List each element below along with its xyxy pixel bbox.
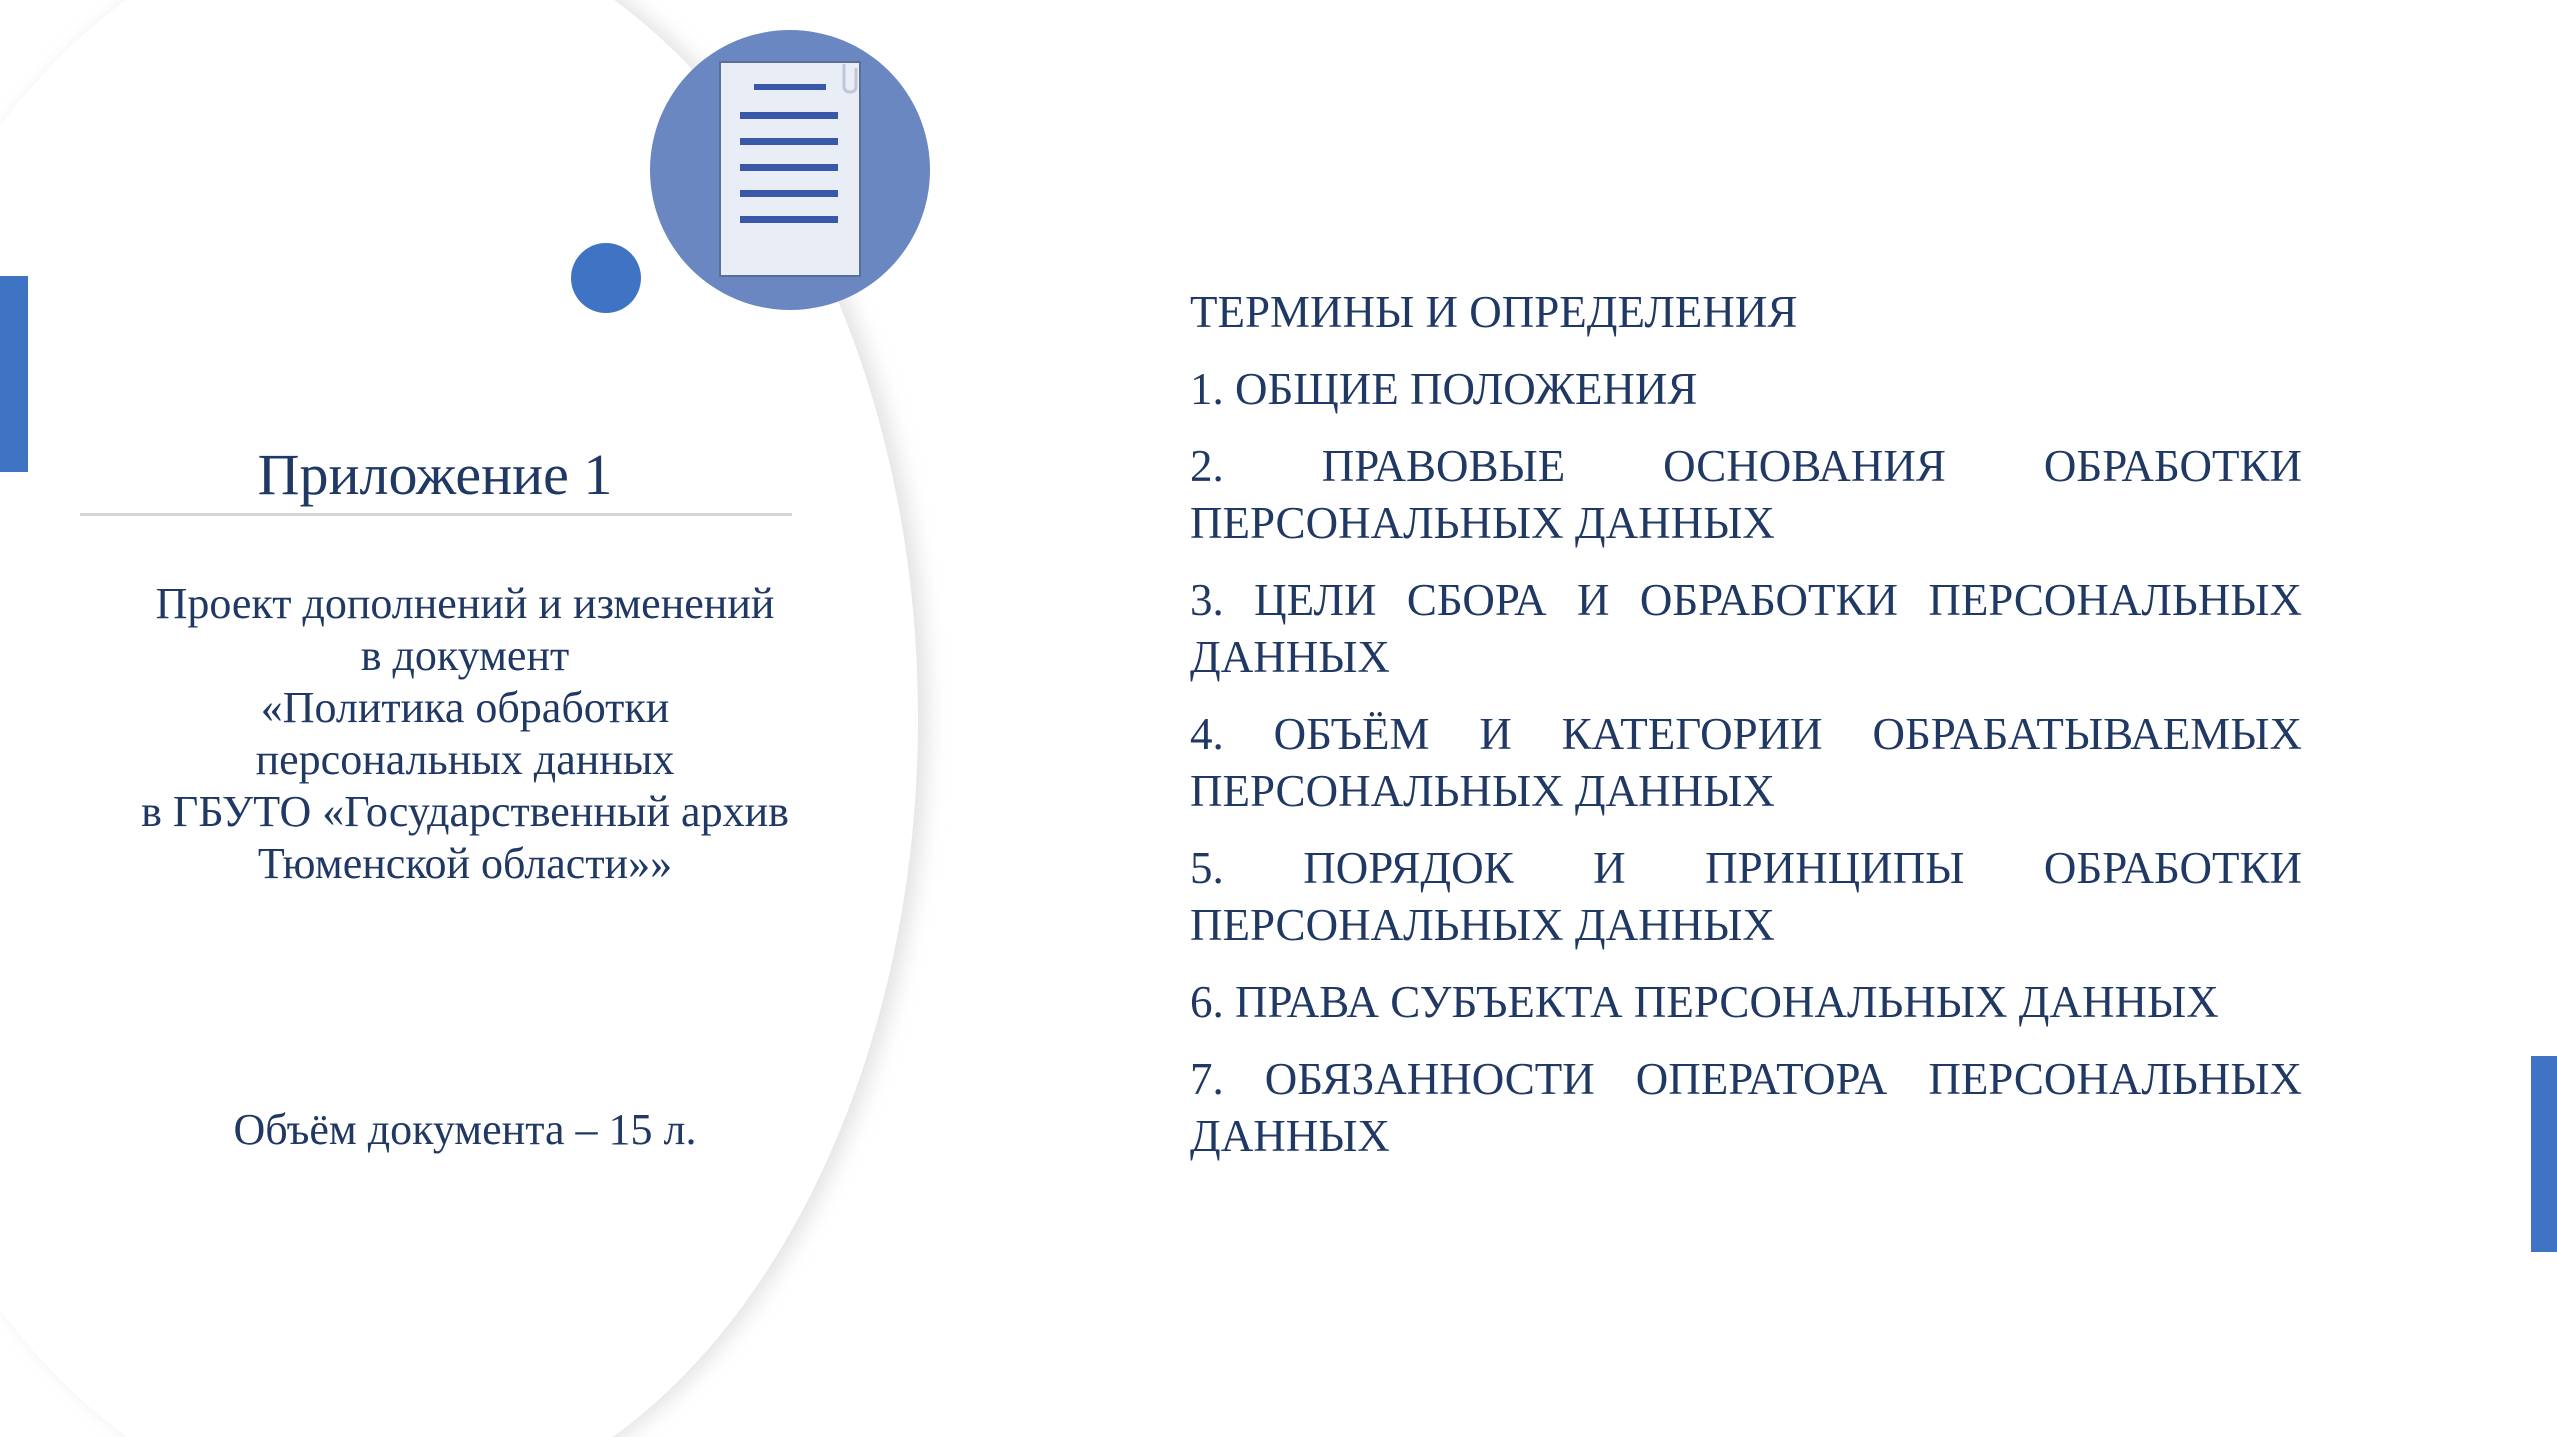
toc-item: 1. ОБЩИЕ ПОЛОЖЕНИЯ	[1190, 364, 1698, 414]
document-description	[70, 578, 860, 890]
description-line: Проект дополнений и изменений	[155, 579, 775, 628]
accent-bar-left	[0, 276, 28, 472]
description-line: персональных данных	[255, 735, 675, 784]
toc-item: 7. ОБЯЗАННОСТИ ОПЕРАТОРА ПЕРСОНАЛЬНЫХ ДАННЫХ	[1190, 1054, 2302, 1161]
toc-item: 6. ПРАВА СУБЪЕКТА ПЕРСОНАЛЬНЫХ ДАННЫХ	[1190, 977, 2219, 1027]
description-line: в документ	[360, 631, 570, 680]
document-volume: Объём документа – 15 л.	[233, 1105, 697, 1154]
accent-bar-right	[2531, 1056, 2557, 1252]
description-line: «Политика обработки	[260, 683, 670, 732]
decorative-dot-icon	[571, 243, 641, 313]
toc-heading: ТЕРМИНЫ И ОПРЕДЕЛЕНИЯ	[1190, 287, 1798, 337]
toc-item: 5. ПОРЯДОК И ПРИНЦИПЫ ОБРАБОТКИ ПЕРСОНАЛЬНЫХ ДАННЫХ	[1190, 843, 2302, 950]
toc-item: 4. ОБЪЁМ И КАТЕГОРИИ ОБРАБАТЫВАЕМЫХ ПЕРСОНАЛЬНЫХ ДАННЫХ	[1190, 709, 2302, 816]
page-title: Приложение 1	[257, 442, 613, 507]
description-line: в ГБУТО «Государственный архив	[141, 787, 789, 836]
title-divider	[80, 513, 792, 516]
document-icon	[650, 30, 930, 310]
table-of-contents	[1190, 284, 2302, 1185]
toc-item: 2. ПРАВОВЫЕ ОСНОВАНИЯ ОБРАБОТКИ ПЕРСОНАЛЬНЫХ ДАННЫХ	[1190, 441, 2302, 548]
toc-item: 3. ЦЕЛИ СБОРА И ОБРАБОТКИ ПЕРСОНАЛЬНЫХ ДАННЫХ	[1190, 575, 2302, 682]
description-line: Тюменской области»»	[257, 839, 673, 888]
